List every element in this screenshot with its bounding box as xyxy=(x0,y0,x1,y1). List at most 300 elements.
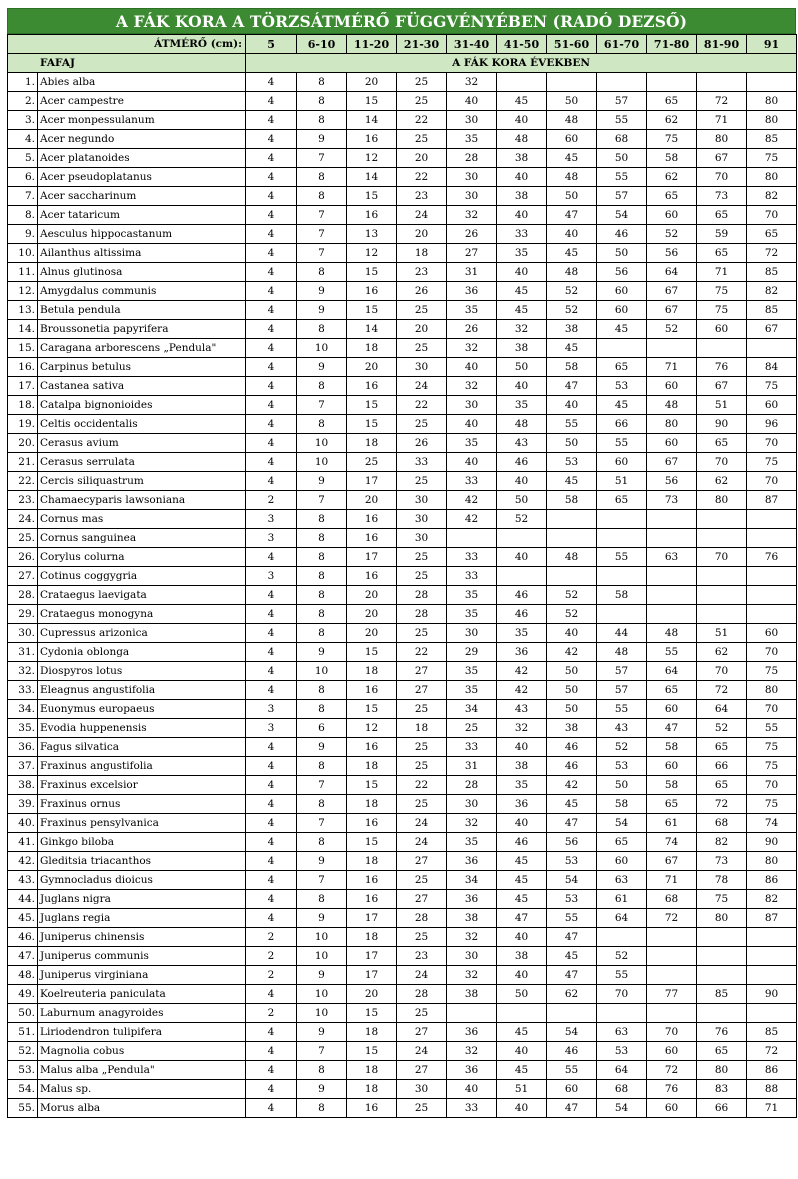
age-cell: 50 xyxy=(597,244,647,263)
age-cell: 75 xyxy=(747,738,797,757)
species-name: Fraxinus angustifolia xyxy=(38,757,246,776)
age-cell: 32 xyxy=(447,206,497,225)
age-cell: 77 xyxy=(647,985,697,1004)
age-cell: 50 xyxy=(597,776,647,795)
age-cell: 25 xyxy=(397,339,447,358)
age-cell: 73 xyxy=(697,852,747,871)
age-cell: 16 xyxy=(347,567,397,586)
age-cell: 50 xyxy=(547,700,597,719)
age-cell: 42 xyxy=(447,510,497,529)
age-cell: 15 xyxy=(347,92,397,111)
age-cell: 28 xyxy=(447,776,497,795)
age-cell: 16 xyxy=(347,1099,397,1118)
age-cell: 18 xyxy=(347,1080,397,1099)
species-name: Juniperus chinensis xyxy=(38,928,246,947)
age-cell: 9 xyxy=(297,909,347,928)
row-number: 45. xyxy=(8,909,38,928)
species-name: Juniperus communis xyxy=(38,947,246,966)
age-cell: 73 xyxy=(697,187,747,206)
age-cell: 4 xyxy=(246,985,297,1004)
age-cell: 50 xyxy=(497,985,547,1004)
age-cell: 47 xyxy=(547,206,597,225)
age-cell: 25 xyxy=(397,130,447,149)
age-cell: 70 xyxy=(747,206,797,225)
age-cell: 38 xyxy=(497,947,547,966)
age-cell: 40 xyxy=(447,1080,497,1099)
table-row xyxy=(8,282,797,301)
age-cell: 50 xyxy=(547,187,597,206)
age-cell: 45 xyxy=(497,890,547,909)
age-cell: 8 xyxy=(297,1099,347,1118)
age-cell: 24 xyxy=(397,206,447,225)
age-cell: 40 xyxy=(497,966,547,985)
age-cell: 38 xyxy=(497,187,547,206)
age-cell: 72 xyxy=(697,795,747,814)
age-cell: 40 xyxy=(497,377,547,396)
age-cell xyxy=(747,605,797,624)
age-cell: 50 xyxy=(547,681,597,700)
table-row xyxy=(8,757,797,776)
age-cell: 44 xyxy=(597,624,647,643)
age-cell: 10 xyxy=(297,1004,347,1023)
age-cell: 72 xyxy=(647,1061,697,1080)
age-cell: 32 xyxy=(497,719,547,738)
age-cell: 23 xyxy=(397,947,447,966)
age-cell xyxy=(697,1004,747,1023)
age-cell: 4 xyxy=(246,852,297,871)
age-cell: 52 xyxy=(547,301,597,320)
age-cell: 65 xyxy=(597,491,647,510)
age-cell: 16 xyxy=(347,871,397,890)
age-cell: 27 xyxy=(397,1061,447,1080)
age-cell: 17 xyxy=(347,472,397,491)
species-name: Acer pseudoplatanus xyxy=(38,168,246,187)
age-cell: 45 xyxy=(547,472,597,491)
age-cell: 25 xyxy=(397,73,447,92)
age-cell: 20 xyxy=(347,491,397,510)
age-cell: 4 xyxy=(246,624,297,643)
age-cell: 68 xyxy=(597,1080,647,1099)
age-cell: 3 xyxy=(246,719,297,738)
row-number: 40. xyxy=(8,814,38,833)
age-cell: 4 xyxy=(246,586,297,605)
species-name: Corylus colurna xyxy=(38,548,246,567)
row-number: 30. xyxy=(8,624,38,643)
age-cell: 14 xyxy=(347,320,397,339)
age-cell: 61 xyxy=(597,890,647,909)
age-cell: 4 xyxy=(246,605,297,624)
age-cell: 25 xyxy=(397,928,447,947)
row-number: 24. xyxy=(8,510,38,529)
age-cell: 53 xyxy=(597,377,647,396)
age-cell xyxy=(647,1004,697,1023)
table-row xyxy=(8,187,797,206)
age-cell: 35 xyxy=(497,244,547,263)
row-number: 35. xyxy=(8,719,38,738)
table-row xyxy=(8,206,797,225)
age-cell: 60 xyxy=(647,700,697,719)
table-row xyxy=(8,1080,797,1099)
age-cell: 65 xyxy=(697,776,747,795)
age-cell: 26 xyxy=(397,434,447,453)
age-cell: 60 xyxy=(697,320,747,339)
age-cell: 16 xyxy=(347,814,397,833)
age-cell: 42 xyxy=(547,643,597,662)
age-cell: 20 xyxy=(347,605,397,624)
age-cell: 70 xyxy=(647,1023,697,1042)
age-cell: 15 xyxy=(347,415,397,434)
age-cell: 48 xyxy=(497,130,547,149)
age-cell: 10 xyxy=(297,985,347,1004)
species-name: Euonymus europaeus xyxy=(38,700,246,719)
species-name: Cerasus avium xyxy=(38,434,246,453)
age-cell: 45 xyxy=(497,92,547,111)
age-cell: 42 xyxy=(547,776,597,795)
age-cell: 4 xyxy=(246,434,297,453)
age-cell: 4 xyxy=(246,662,297,681)
table-row xyxy=(8,700,797,719)
age-cell: 96 xyxy=(747,415,797,434)
age-cell: 40 xyxy=(547,225,597,244)
age-cell: 30 xyxy=(397,510,447,529)
age-cell: 45 xyxy=(497,852,547,871)
age-cell: 68 xyxy=(697,814,747,833)
table-row xyxy=(8,909,797,928)
age-cell: 28 xyxy=(447,149,497,168)
species-name: Broussonetia papyrifera xyxy=(38,320,246,339)
age-cell: 25 xyxy=(397,548,447,567)
age-cell: 8 xyxy=(297,548,347,567)
age-cell: 4 xyxy=(246,795,297,814)
age-cell: 31 xyxy=(447,757,497,776)
age-cell: 20 xyxy=(347,358,397,377)
table-row xyxy=(8,776,797,795)
table-row xyxy=(8,73,797,92)
age-cell: 53 xyxy=(547,852,597,871)
diameter-col-8: 71-80 xyxy=(647,35,697,54)
species-name: Cercis siliquastrum xyxy=(38,472,246,491)
diameter-col-3: 21-30 xyxy=(397,35,447,54)
age-cell xyxy=(697,529,747,548)
age-cell: 25 xyxy=(397,415,447,434)
table-row xyxy=(8,168,797,187)
table-row xyxy=(8,225,797,244)
table-row xyxy=(8,396,797,415)
age-cell: 36 xyxy=(447,890,497,909)
age-cell xyxy=(747,947,797,966)
age-cell: 35 xyxy=(447,605,497,624)
age-cell: 64 xyxy=(597,909,647,928)
age-cell: 45 xyxy=(497,301,547,320)
age-cell: 75 xyxy=(697,301,747,320)
age-cell: 48 xyxy=(497,415,547,434)
species-name: Cornus mas xyxy=(38,510,246,529)
age-cell: 55 xyxy=(547,415,597,434)
age-cell: 66 xyxy=(697,757,747,776)
row-number: 44. xyxy=(8,890,38,909)
age-cell: 8 xyxy=(297,187,347,206)
species-name: Eleagnus angustifolia xyxy=(38,681,246,700)
age-cell: 8 xyxy=(297,320,347,339)
row-number: 31. xyxy=(8,643,38,662)
row-number: 17. xyxy=(8,377,38,396)
age-cell: 65 xyxy=(697,244,747,263)
table-row xyxy=(8,719,797,738)
table-row xyxy=(8,472,797,491)
ages-label: A FÁK KORA ÉVEKBEN xyxy=(246,54,797,73)
age-cell: 23 xyxy=(397,187,447,206)
age-cell: 17 xyxy=(347,548,397,567)
age-cell: 71 xyxy=(647,358,697,377)
age-cell: 4 xyxy=(246,111,297,130)
age-cell: 9 xyxy=(297,966,347,985)
species-name: Diospyros lotus xyxy=(38,662,246,681)
age-cell xyxy=(597,510,647,529)
row-number: 49. xyxy=(8,985,38,1004)
age-cell: 7 xyxy=(297,871,347,890)
age-cell: 36 xyxy=(447,1023,497,1042)
age-cell: 45 xyxy=(547,339,597,358)
age-cell: 24 xyxy=(397,814,447,833)
species-name: Amygdalus communis xyxy=(38,282,246,301)
age-cell: 40 xyxy=(497,206,547,225)
species-name: Aesculus hippocastanum xyxy=(38,225,246,244)
age-cell: 38 xyxy=(547,320,597,339)
age-cell: 20 xyxy=(347,985,397,1004)
age-cell: 80 xyxy=(747,168,797,187)
age-cell: 56 xyxy=(647,472,697,491)
age-cell xyxy=(747,586,797,605)
table-row xyxy=(8,529,797,548)
age-cell: 8 xyxy=(297,529,347,548)
species-name: Cydonia oblonga xyxy=(38,643,246,662)
age-cell: 75 xyxy=(647,130,697,149)
age-cell: 70 xyxy=(697,662,747,681)
age-cell: 75 xyxy=(747,377,797,396)
row-number: 5. xyxy=(8,149,38,168)
age-cell: 51 xyxy=(697,624,747,643)
age-cell: 35 xyxy=(497,624,547,643)
age-cell: 9 xyxy=(297,738,347,757)
row-number: 1. xyxy=(8,73,38,92)
species-name: Acer monpessulanum xyxy=(38,111,246,130)
age-cell: 61 xyxy=(647,814,697,833)
age-cell: 8 xyxy=(297,1061,347,1080)
age-cell: 71 xyxy=(697,263,747,282)
age-cell: 80 xyxy=(747,92,797,111)
age-cell: 3 xyxy=(246,567,297,586)
age-cell: 30 xyxy=(447,624,497,643)
age-cell: 51 xyxy=(597,472,647,491)
species-label: FAFAJ xyxy=(8,54,246,73)
age-cell: 47 xyxy=(547,1099,597,1118)
age-cell: 45 xyxy=(547,795,597,814)
age-cell: 46 xyxy=(497,586,547,605)
age-cell: 46 xyxy=(547,757,597,776)
age-cell: 65 xyxy=(647,187,697,206)
age-cell: 10 xyxy=(297,947,347,966)
age-cell: 40 xyxy=(447,453,497,472)
species-name: Fagus silvatica xyxy=(38,738,246,757)
age-cell: 52 xyxy=(697,719,747,738)
age-cell: 64 xyxy=(697,700,747,719)
age-cell: 58 xyxy=(647,149,697,168)
table-row xyxy=(8,814,797,833)
age-cell: 12 xyxy=(347,149,397,168)
age-cell: 23 xyxy=(397,263,447,282)
age-cell: 56 xyxy=(597,263,647,282)
row-number: 22. xyxy=(8,472,38,491)
row-number: 41. xyxy=(8,833,38,852)
age-cell: 67 xyxy=(647,453,697,472)
row-number: 25. xyxy=(8,529,38,548)
table-row xyxy=(8,738,797,757)
age-cell xyxy=(697,947,747,966)
age-cell: 65 xyxy=(747,225,797,244)
age-cell: 32 xyxy=(447,928,497,947)
age-cell xyxy=(597,928,647,947)
table-row xyxy=(8,510,797,529)
age-cell: 27 xyxy=(397,681,447,700)
species-name: Evodia huppenensis xyxy=(38,719,246,738)
age-cell: 4 xyxy=(246,301,297,320)
table-row xyxy=(8,966,797,985)
age-cell: 28 xyxy=(397,605,447,624)
table-row xyxy=(8,928,797,947)
age-cell: 4 xyxy=(246,1080,297,1099)
age-cell: 58 xyxy=(547,491,597,510)
table-row xyxy=(8,434,797,453)
age-cell: 60 xyxy=(647,434,697,453)
age-cell: 48 xyxy=(597,643,647,662)
age-cell xyxy=(647,586,697,605)
age-cell: 36 xyxy=(497,795,547,814)
species-name: Juniperus virginiana xyxy=(38,966,246,985)
age-cell: 47 xyxy=(547,928,597,947)
age-cell: 80 xyxy=(747,111,797,130)
age-cell: 22 xyxy=(397,168,447,187)
age-cell: 36 xyxy=(497,643,547,662)
age-cell: 24 xyxy=(397,1042,447,1061)
age-cell: 10 xyxy=(297,928,347,947)
age-cell xyxy=(697,966,747,985)
species-name: Castanea sativa xyxy=(38,377,246,396)
row-number: 53. xyxy=(8,1061,38,1080)
age-cell: 32 xyxy=(447,377,497,396)
age-cell: 35 xyxy=(447,434,497,453)
age-cell: 26 xyxy=(447,225,497,244)
age-cell: 16 xyxy=(347,130,397,149)
diameter-col-0: 5 xyxy=(246,35,297,54)
age-cell: 24 xyxy=(397,833,447,852)
age-cell: 27 xyxy=(397,852,447,871)
row-number: 38. xyxy=(8,776,38,795)
age-cell: 45 xyxy=(497,871,547,890)
age-cell: 47 xyxy=(497,909,547,928)
age-cell: 60 xyxy=(647,377,697,396)
age-cell: 4 xyxy=(246,282,297,301)
table-row xyxy=(8,339,797,358)
age-cell: 4 xyxy=(246,358,297,377)
diameter-col-5: 41-50 xyxy=(497,35,547,54)
age-cell: 75 xyxy=(697,282,747,301)
age-cell: 8 xyxy=(297,168,347,187)
row-number: 47. xyxy=(8,947,38,966)
age-cell: 68 xyxy=(647,890,697,909)
species-name: Acer tataricum xyxy=(38,206,246,225)
age-cell: 85 xyxy=(697,985,747,1004)
age-cell: 29 xyxy=(447,643,497,662)
row-number: 50. xyxy=(8,1004,38,1023)
age-cell: 45 xyxy=(547,947,597,966)
age-cell: 30 xyxy=(447,111,497,130)
age-cell xyxy=(547,73,597,92)
row-number: 36. xyxy=(8,738,38,757)
age-cell: 8 xyxy=(297,700,347,719)
age-cell: 53 xyxy=(547,453,597,472)
age-cell: 40 xyxy=(447,358,497,377)
species-name: Koelreuteria paniculata xyxy=(38,985,246,1004)
age-cell: 4 xyxy=(246,130,297,149)
age-cell: 4 xyxy=(246,168,297,187)
age-cell: 8 xyxy=(297,586,347,605)
species-name: Acer negundo xyxy=(38,130,246,149)
age-cell: 60 xyxy=(747,624,797,643)
age-cell: 58 xyxy=(647,738,697,757)
age-cell xyxy=(597,73,647,92)
age-cell: 4 xyxy=(246,244,297,263)
age-cell: 50 xyxy=(547,662,597,681)
age-cell: 2 xyxy=(246,491,297,510)
age-cell: 18 xyxy=(347,662,397,681)
age-cell: 40 xyxy=(547,624,597,643)
age-cell: 4 xyxy=(246,643,297,662)
tree-age-table xyxy=(7,34,797,1118)
row-number: 11. xyxy=(8,263,38,282)
age-cell: 2 xyxy=(246,1004,297,1023)
age-cell: 9 xyxy=(297,301,347,320)
table-row xyxy=(8,149,797,168)
age-cell: 38 xyxy=(447,985,497,1004)
age-cell: 57 xyxy=(597,187,647,206)
age-cell: 47 xyxy=(547,377,597,396)
age-cell: 4 xyxy=(246,149,297,168)
age-cell: 42 xyxy=(497,662,547,681)
age-cell: 50 xyxy=(547,434,597,453)
age-cell: 4 xyxy=(246,263,297,282)
age-cell: 4 xyxy=(246,453,297,472)
table-row xyxy=(8,1023,797,1042)
row-number: 54. xyxy=(8,1080,38,1099)
age-cell: 17 xyxy=(347,966,397,985)
age-cell: 4 xyxy=(246,1061,297,1080)
age-cell: 55 xyxy=(597,700,647,719)
age-cell: 82 xyxy=(747,282,797,301)
age-cell: 9 xyxy=(297,852,347,871)
age-cell xyxy=(597,567,647,586)
species-name: Juglans nigra xyxy=(38,890,246,909)
species-name: Alnus glutinosa xyxy=(38,263,246,282)
age-cell: 7 xyxy=(297,1042,347,1061)
age-cell: 75 xyxy=(747,795,797,814)
age-cell: 75 xyxy=(747,149,797,168)
age-cell: 54 xyxy=(547,871,597,890)
species-name: Cornus sanguinea xyxy=(38,529,246,548)
row-number: 19. xyxy=(8,415,38,434)
age-cell: 80 xyxy=(697,491,747,510)
table-row xyxy=(8,624,797,643)
age-cell xyxy=(547,1004,597,1023)
